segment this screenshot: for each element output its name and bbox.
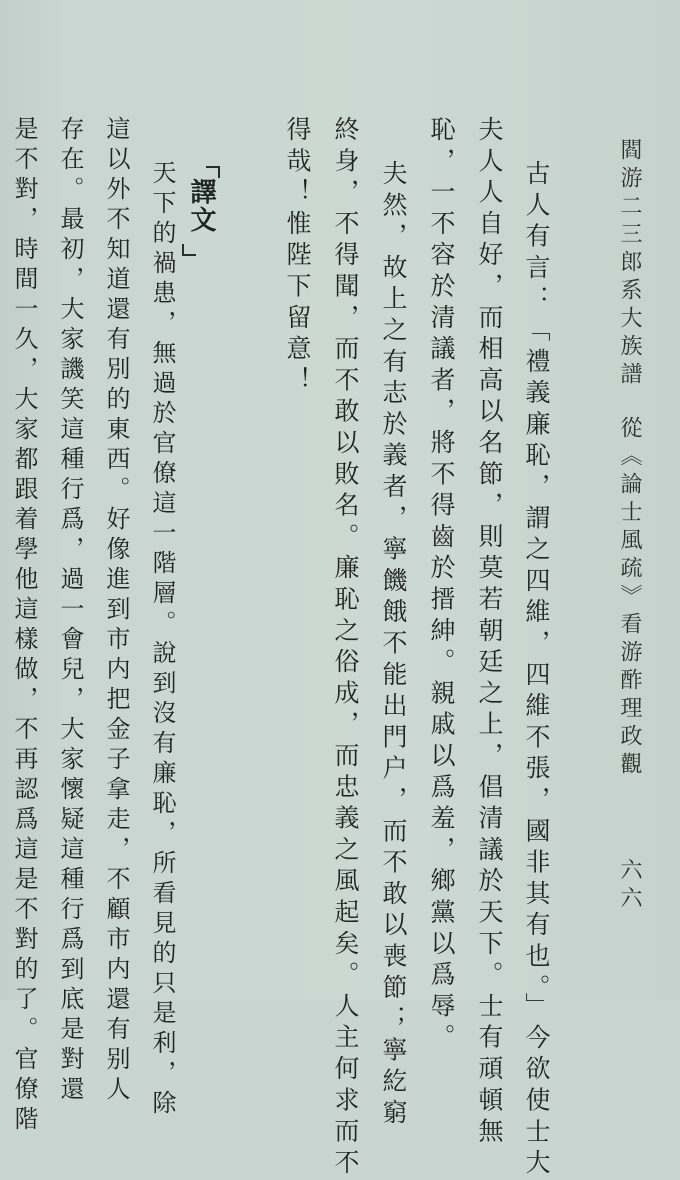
original-text-column-4: 夫然，故上之有志於義者，寧饑餓不能出門户，而不敢以喪節；寧紇窮 (379, 160, 408, 1131)
running-head-chapter-title: 從《論士風疏》看游酢理政觀 (617, 416, 642, 780)
corner-bracket-close (182, 244, 196, 256)
translation-column-3: 存在。最初，大家譏笑這種行爲，過一會兒，大家懷疑這種行爲到底是對還 (56, 116, 84, 1106)
original-text-column-2: 夫人人自好，而相高以名節，則莫若朝廷之上，倡清議於天下。士有頑頓無 (475, 116, 504, 1149)
translation-column-2: 這以外不知道還有別的東西。好像進到市内把金子拿走，不顧市内還有别人 (102, 116, 130, 1106)
translation-heading-label: 譯文 (186, 178, 216, 234)
corner-bracket-open (206, 166, 220, 178)
translation-heading (182, 166, 220, 256)
original-text-column-6: 得哉！惟陛下留意！ (283, 116, 312, 398)
original-text-column-5: 終身，不得聞，而不敢以敗名。廉恥之俗成，而忠義之風起矣。人主何求而不 (331, 116, 360, 1180)
translation-column-4: 是不對，時間一久，大家都跟着學他這樣做，不再認爲這是不對的了。官僚階 (10, 116, 38, 1136)
page-number: 六六 (617, 858, 642, 914)
original-text-column-1: 古人有言：「禮義廉恥，謂之四維，四維不張，國非其有也。」今欲使士大 (522, 160, 551, 1180)
original-text-column-3: 恥，一不容於清議者，將不得齒於搢紳。親戚以爲羞，鄉黨以爲辱。 (427, 116, 456, 1055)
running-head-book-title: 閻游二三郎系大族譜 (617, 138, 642, 390)
translation-column-1: 天下的禍患，無過於官僚這一階層。說到沒有廉恥，所看見的只是利，除 (148, 160, 176, 1120)
